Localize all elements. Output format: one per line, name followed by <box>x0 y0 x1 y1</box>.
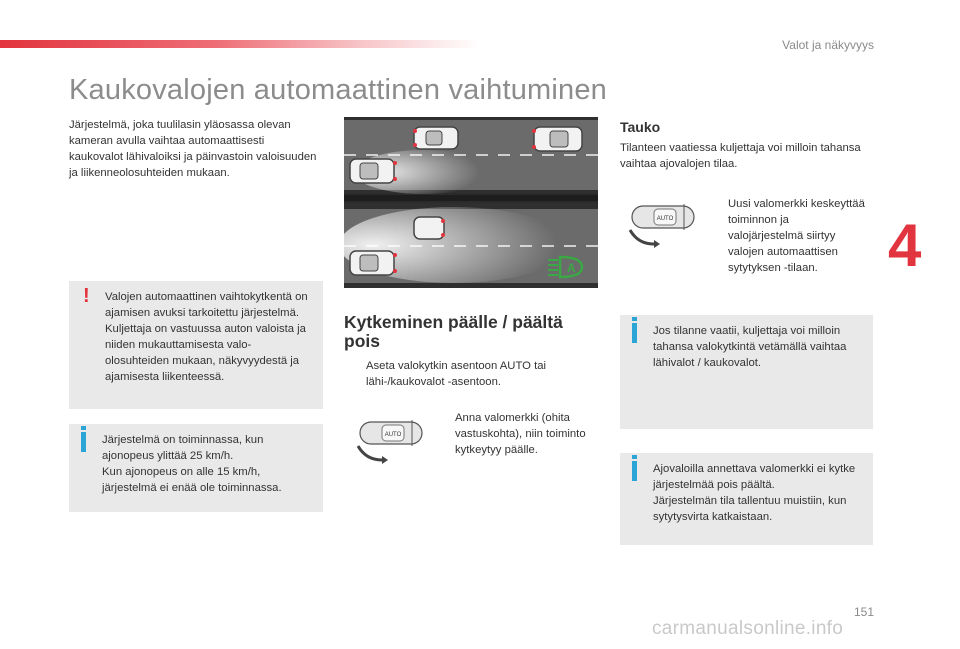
pause-section-heading: Tauko <box>620 119 661 135</box>
warning-text-2: Kuljettaja on vastuussa auton valoista ja niiden mukauttamisesta valo-olosuhteiden mukaan, näkyvyydestä ja ajamisesta liikenteessä. <box>105 323 306 383</box>
info-box-speed <box>69 424 323 512</box>
section-name: Valot ja näkyvyys <box>782 38 874 52</box>
light-stalk-icon <box>352 416 428 466</box>
switch-section-heading: Kytkeminen päälle / päältä pois <box>344 312 563 351</box>
warning-box <box>69 281 323 409</box>
info-box-memory <box>620 453 873 545</box>
road-illustration-graphic <box>344 117 598 288</box>
warning-icon: ! <box>83 285 90 307</box>
info-memory-text <box>653 461 865 525</box>
info-icon <box>632 323 637 343</box>
switch-step-2 <box>433 410 601 458</box>
parked-car-icon <box>414 217 445 239</box>
info-icon <box>81 432 86 452</box>
road-scene-high-beam <box>344 203 598 288</box>
light-stalk-icon <box>624 200 700 250</box>
chapter-number: 4 <box>888 212 922 279</box>
car-icon <box>350 159 397 183</box>
road-scene-low-beam <box>344 117 598 194</box>
page-number: 151 <box>853 605 874 619</box>
watermark: carmanualsonline.info <box>652 618 844 639</box>
indicator-letter: A <box>567 261 576 275</box>
switch-step-1 <box>344 358 596 390</box>
switch-step-1-text: Aseta valokytkin asentoon AUTO tai lähi-/kaukovalot -asentoon. <box>366 360 547 388</box>
auto-high-beam-indicator-icon <box>548 255 590 279</box>
info-speed-text-2: Kun ajonopeus on alle 15 km/h, järjestelmä ei enää ole toiminnassa. <box>102 466 282 494</box>
page-title: Kaukovalojen automaattinen vaihtuminen <box>69 74 608 106</box>
info-memory-text-1: Ajovaloilla annettava valomerkki ei kytke järjestelmää pois päältä. <box>653 463 856 491</box>
car-icon <box>350 251 397 275</box>
info-speed-text <box>102 432 312 496</box>
bullet-icon <box>706 196 728 276</box>
intro-text: Järjestelmä, joka tuulilasin yläosassa olevan kameran avulla vaihtaa automaattisesti kaukovalot lähivaloiksi ja päinvastoin valoisuuden ja liikenneolosuhteiden mukaan. <box>69 119 317 179</box>
info-manual-text: Jos tilanne vaatii, kuljettaja voi milloin tahansa valokytkintä vetämällä vaihtaa lähivalot / kaukovalot. <box>653 325 847 369</box>
header-accent-bar <box>0 40 480 48</box>
info-icon <box>632 461 637 481</box>
oncoming-car-icon <box>532 127 582 151</box>
pause-step-text: Uusi valomerkki keskeyttää toiminnon ja valojärjestelmä siirtyy valojen automaattisen sytytyksen -tilaan. <box>728 198 865 274</box>
bullet-icon <box>344 358 366 390</box>
preceding-car-icon <box>413 127 458 149</box>
warning-text-1: Valojen automaattinen vaihtokytkentä on ajamisen avuksi tarkoitettu järjestelmä. <box>105 291 308 319</box>
warning-text <box>105 289 315 385</box>
info-memory-text-2: Järjestelmän tila tallentuu muistiin, kun sytytysvirta katkaistaan. <box>653 495 847 523</box>
pause-step <box>706 196 866 276</box>
switch-step-2-text: Anna valomerkki (ohita vastuskohta), niin toiminto kytkeytyy päälle. <box>455 412 586 456</box>
pause-text: Tilanteen vaatiessa kuljettaja voi milloin tahansa vaihtaa ajovalojen tilaa. <box>620 142 861 170</box>
info-box-manual <box>620 315 873 429</box>
info-speed-text-1: Järjestelmä on toiminnassa, kun ajonopeus ylittää 25 km/h. <box>102 434 264 462</box>
stalk-auto-label: AUTO <box>384 432 402 438</box>
bullet-icon <box>433 410 455 458</box>
road-illustration <box>344 117 598 288</box>
stalk-auto-label: AUTO <box>656 216 674 222</box>
